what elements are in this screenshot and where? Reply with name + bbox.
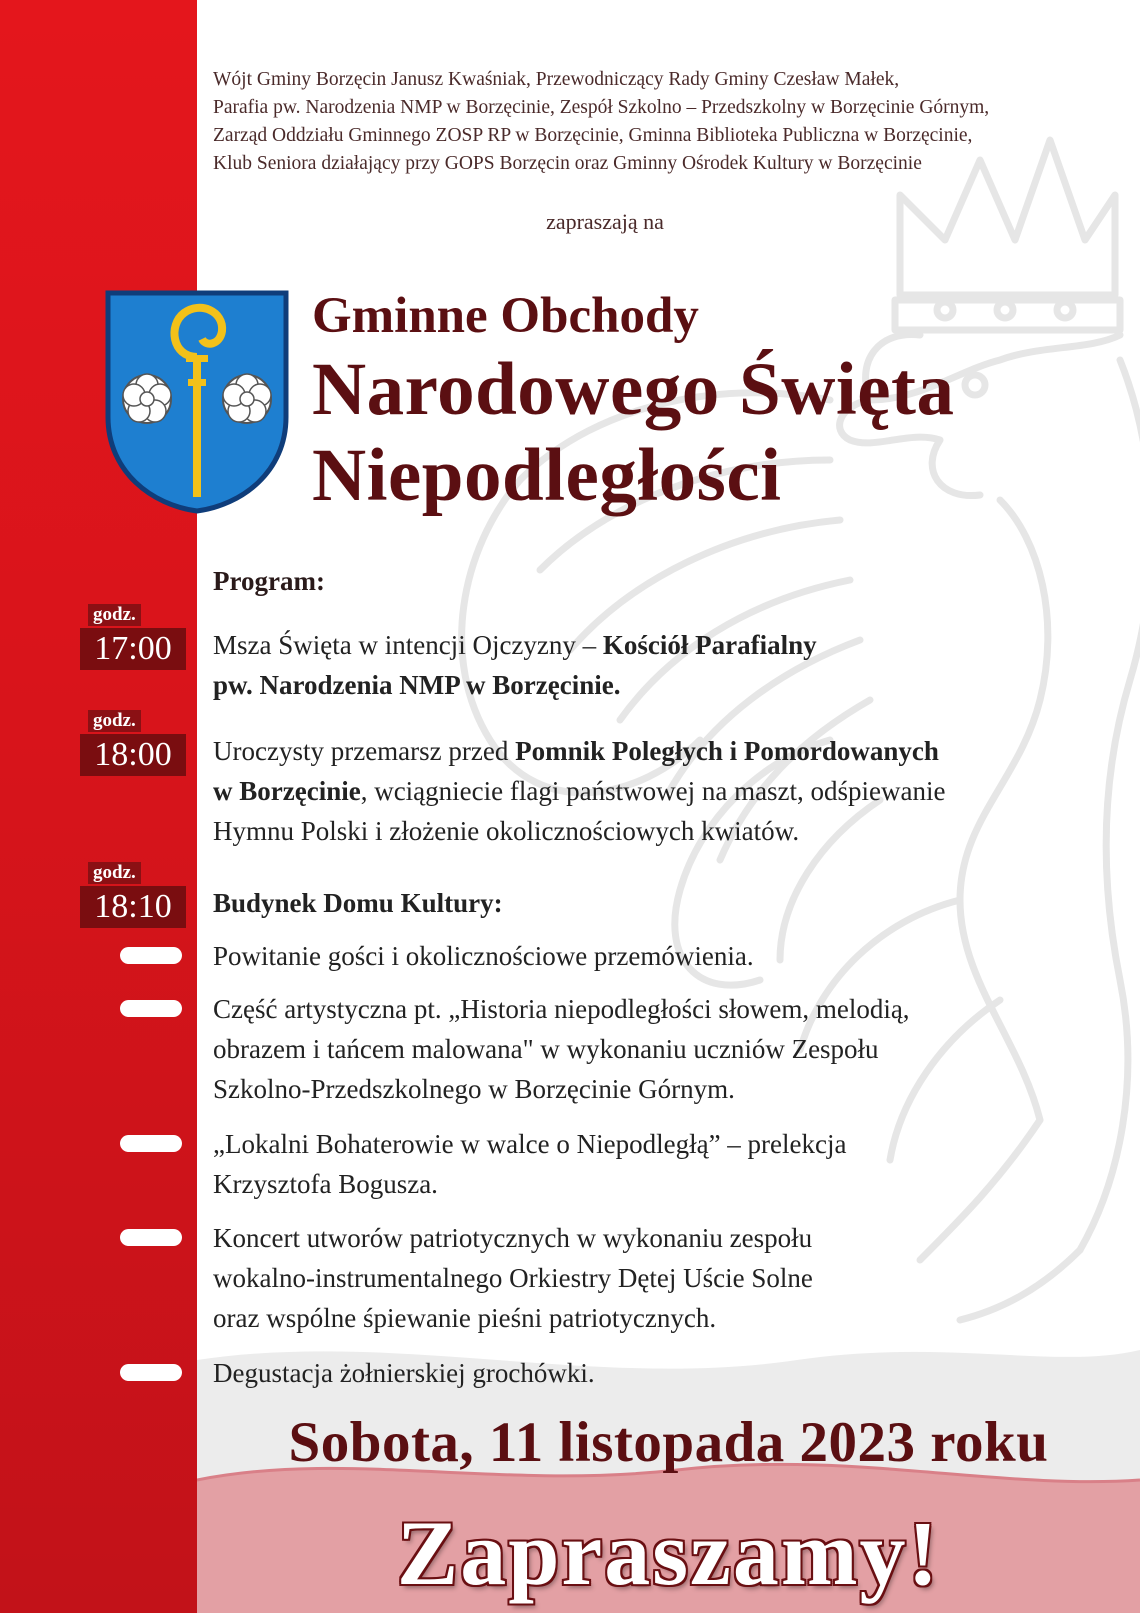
bullet-dash: [120, 1229, 182, 1246]
invite-text: zapraszają na: [546, 209, 664, 234]
bullet-dash: [120, 947, 182, 964]
item-bold-text: w Borzęcinie: [213, 776, 361, 806]
item-text: , wciągniecie flagi państwowej na maszt, odśpiewanie: [360, 776, 946, 806]
time-value: 18:10: [80, 886, 186, 928]
subitem-text: Część artystyczna pt. „Historia niepodległości słowem, melodią,: [213, 994, 910, 1024]
invite-line: [0, 209, 1140, 235]
time-badge: [80, 710, 186, 784]
subitem-text: obrazem i tańcem malowana" w wykonaniu uczniów Zespołu: [213, 1034, 879, 1064]
subitem-text: Szkolno-Przedszkolnego w Borzęcinie Górnym.: [213, 1074, 735, 1104]
subitem-text: wokalno-instrumentalnego Orkiestry Dętej Uście Solne: [213, 1263, 813, 1293]
subitem-text: „Lokalni Bohaterowie w walce o Niepodległą” – prelekcja: [213, 1129, 847, 1159]
item-text: Hymnu Polski i złożenie okolicznościowych kwiatów.: [213, 816, 800, 846]
subitem-text: Koncert utworów patriotycznych w wykonaniu zespołu: [213, 1223, 813, 1253]
program-subitem: [213, 936, 1113, 976]
program-subitem: [213, 989, 1113, 1109]
event-date: Sobota, 11 listopada 2023 roku: [288, 1411, 1049, 1474]
event-title: [312, 285, 954, 519]
program-subitem: [213, 1218, 1113, 1338]
bullet-dash: [120, 1000, 182, 1017]
item-bold-text: pw. Narodzenia NMP w Borzęcinie.: [213, 670, 621, 700]
closing-invitation: Zapraszamy!: [396, 1502, 941, 1604]
program-item-mass: [213, 625, 1113, 705]
item-text: Msza Święta w intencji Ojczyzny –: [213, 630, 603, 660]
title-line-1: Gminne Obchody: [312, 288, 699, 344]
organizers-line: Parafia pw. Narodzenia NMP w Borzęcinie, Zespół Szkolno – Przedszkolny w Borzęcinie Górnym,: [213, 97, 990, 118]
item-bold-text: Pomnik Poległych i Pomordowanych: [515, 736, 939, 766]
program-subitem: [213, 1124, 1113, 1204]
coat-of-arms-icon: [102, 287, 292, 515]
organizers-line: Zarząd Oddziału Gminnego ZOSP RP w Borzęcinie, Gminna Biblioteka Publiczna w Borzęcinie,: [213, 125, 973, 146]
subitem-text: Degustacja żołnierskiej grochówki.: [213, 1358, 595, 1388]
subitem-text: Powitanie gości i okolicznościowe przemówienia.: [213, 941, 754, 971]
item-heading: Budynek Domu Kultury:: [213, 888, 503, 918]
subitem-text: oraz wspólne śpiewanie pieśni patriotycznych.: [213, 1303, 717, 1333]
organizers-text: [213, 66, 1123, 178]
item-text: Uroczysty przemarsz przed: [213, 736, 516, 766]
godz-label: godz.: [88, 604, 141, 626]
godz-label: godz.: [88, 710, 141, 732]
title-line-2: Narodowego Święta: [312, 348, 955, 431]
program-item-march: [213, 731, 1113, 851]
godz-label: godz.: [88, 862, 141, 884]
time-badge: [80, 862, 186, 936]
program-subitem: [213, 1353, 1113, 1393]
title-line-3: Niepodległości: [312, 434, 782, 517]
program-item-culture-house: [213, 883, 1113, 923]
time-badge: [80, 604, 186, 678]
bullet-dash: [120, 1364, 182, 1381]
time-value: 17:00: [80, 628, 186, 670]
organizers-line: Wójt Gminy Borzęcin Janusz Kwaśniak, Przewodniczący Rady Gminy Czesław Małek,: [213, 69, 900, 90]
program-heading: Program:: [213, 566, 325, 596]
subitem-text: Krzysztofa Bogusza.: [213, 1169, 438, 1199]
organizers-line: Klub Seniora działający przy GOPS Borzęcin oraz Gminny Ośrodek Kultury w Borzęcinie: [213, 153, 922, 174]
time-value: 18:00: [80, 734, 186, 776]
item-bold-text: Kościół Parafialny: [602, 630, 817, 660]
bullet-dash: [120, 1135, 182, 1152]
